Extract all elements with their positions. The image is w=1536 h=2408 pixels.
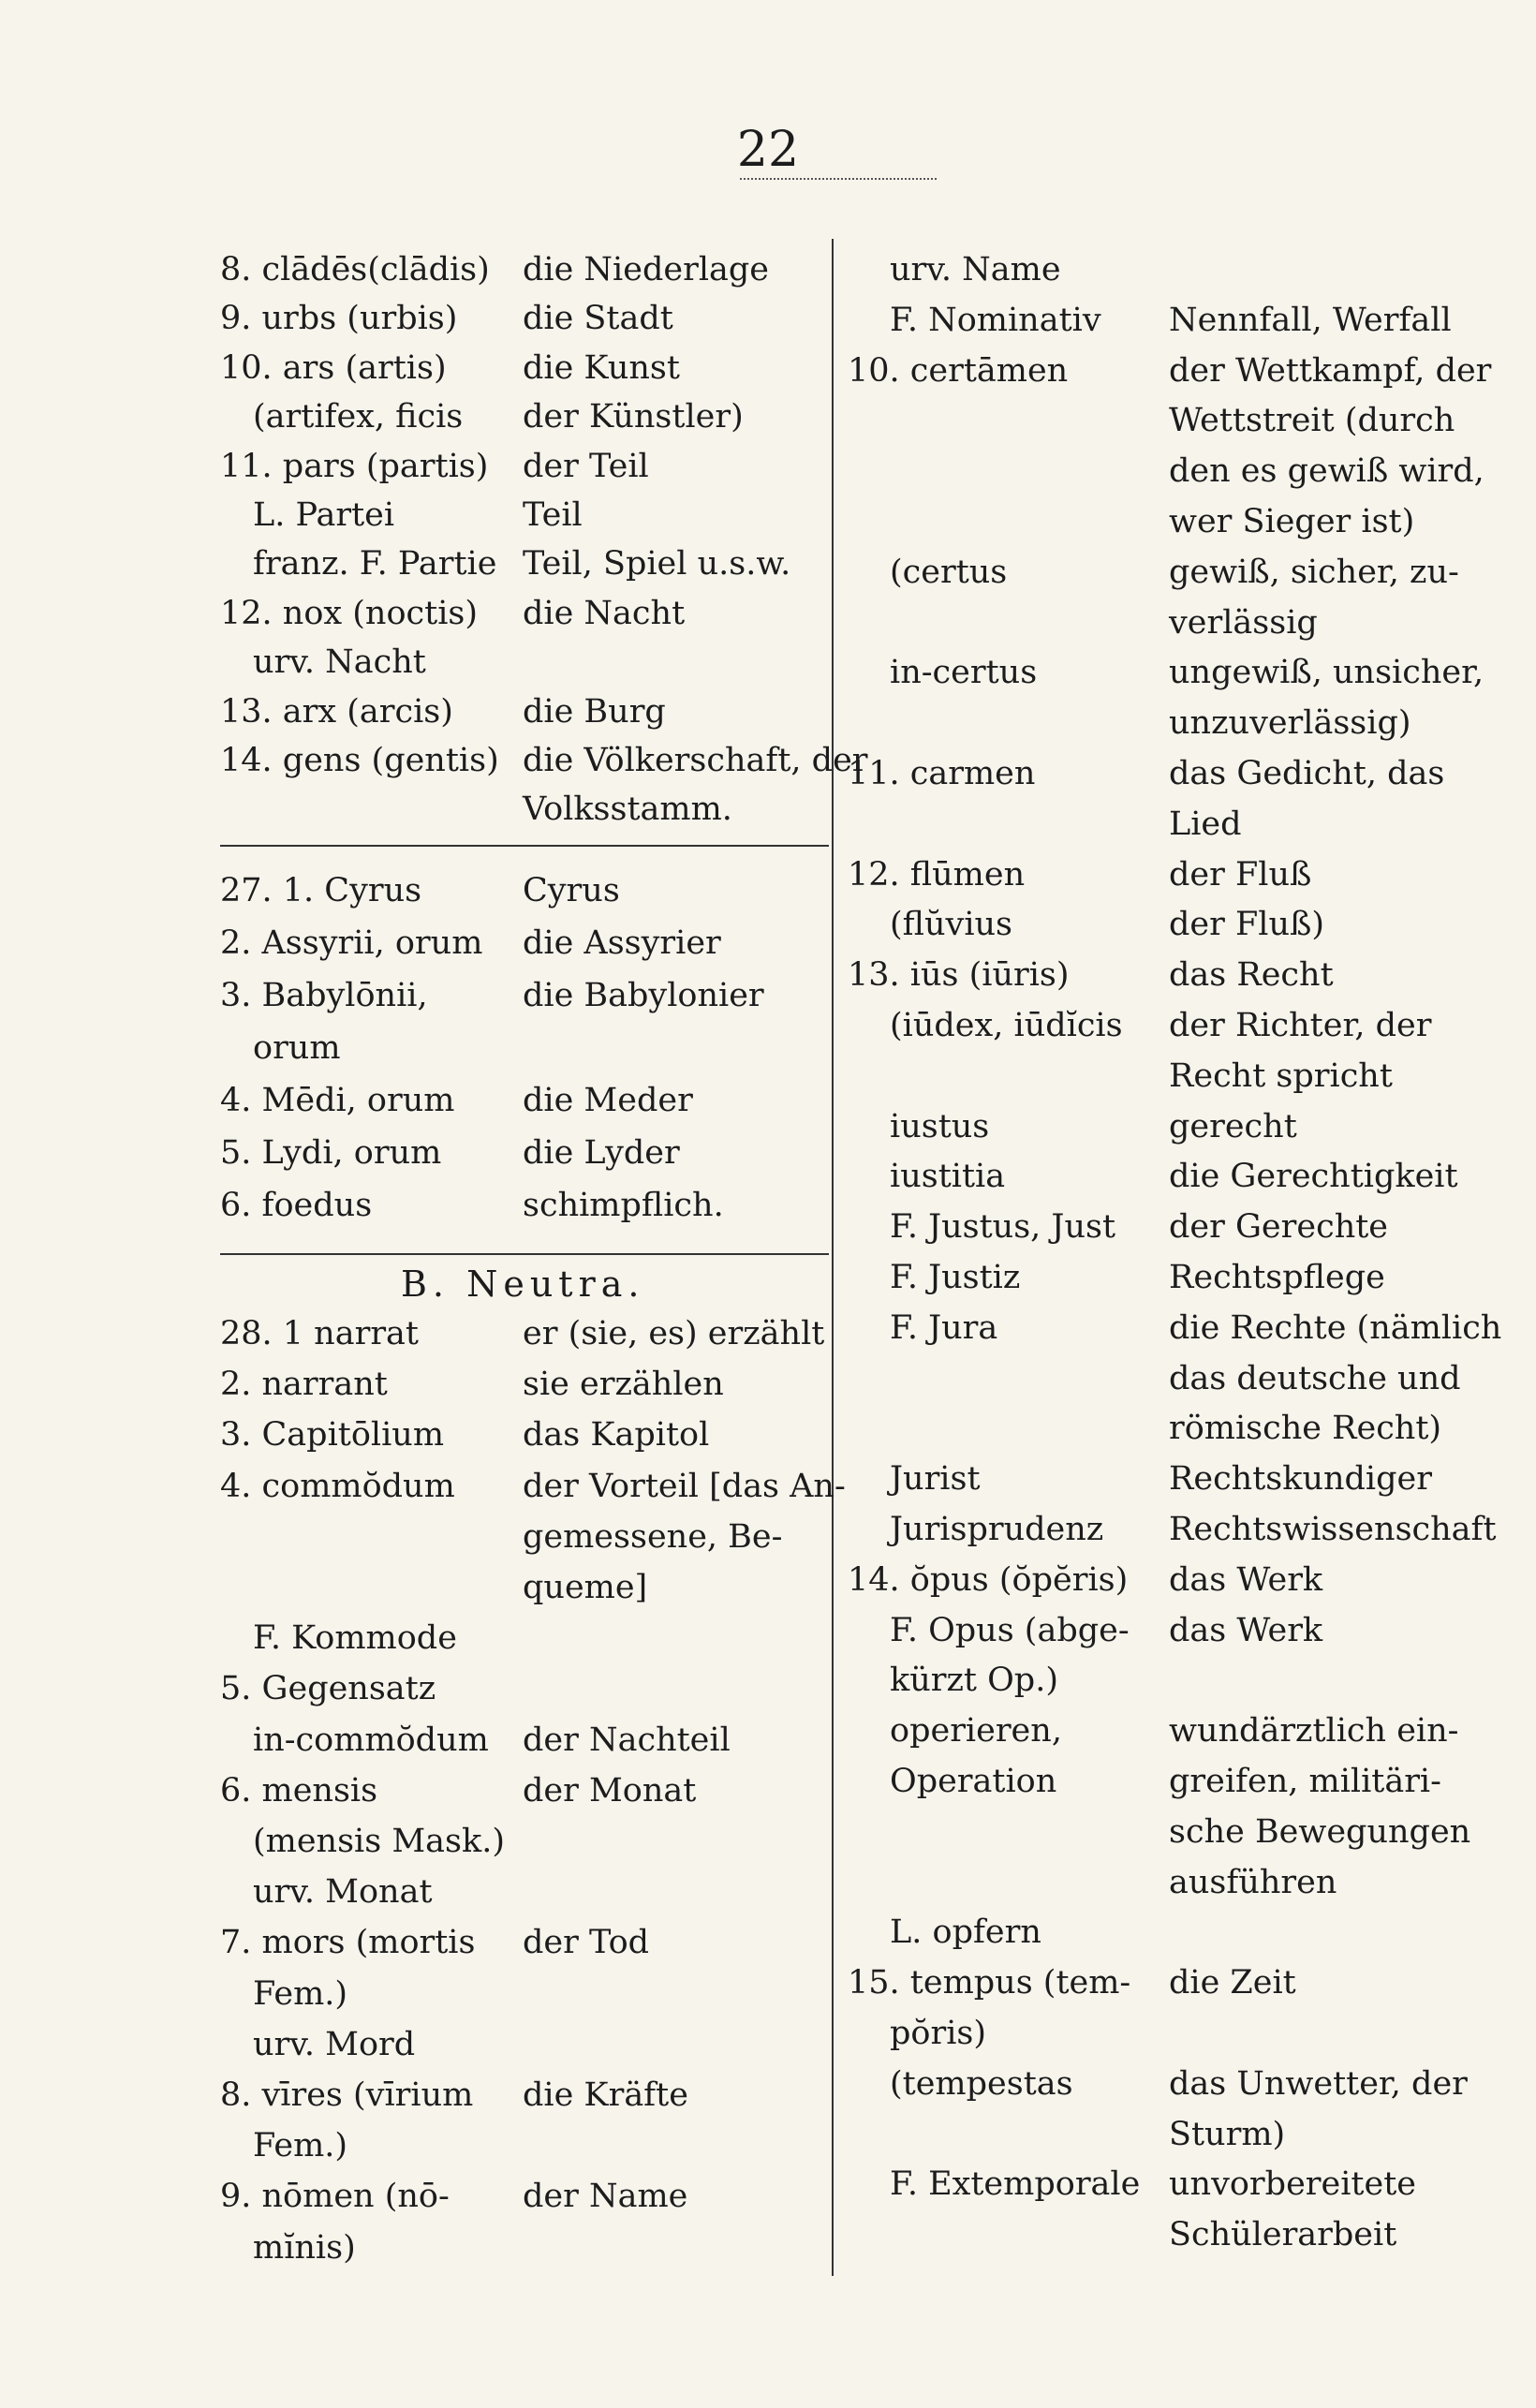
german-gloss: das Gedicht, das — [1169, 755, 1445, 792]
german-gloss: der Gerechte — [1169, 1208, 1389, 1247]
latin-term: kürzt Op.) — [890, 1662, 1058, 1700]
latin-term: (iūdex, iūdĭcis — [890, 1007, 1123, 1044]
latin-term: F. Nominativ — [890, 301, 1101, 339]
latin-term: in-commŏdum — [253, 1721, 489, 1759]
german-gloss: die Völkerschaft, der — [523, 742, 868, 779]
latin-term: 7. mors (mortis — [220, 1924, 476, 1962]
german-gloss: Cyrus — [523, 872, 620, 909]
german-gloss: römische Recht) — [1169, 1410, 1442, 1448]
latin-term: 14. gens (gentis) — [220, 742, 499, 779]
german-gloss: die Zeit — [1169, 1964, 1296, 2002]
german-gloss: das Werk — [1169, 1611, 1323, 1649]
latin-term: (certus — [890, 553, 1008, 591]
latin-term: 15. tempus (tem- — [848, 1964, 1131, 2002]
latin-term: franz. F. Partie — [253, 545, 497, 584]
german-gloss: die Niederlage — [523, 251, 769, 288]
latin-term: 13. iūs (iūris) — [848, 956, 1070, 995]
german-gloss: Schülerarbeit — [1169, 2216, 1397, 2254]
german-gloss: die Meder — [523, 1082, 693, 1119]
latin-term: mĭnis) — [253, 2228, 356, 2267]
latin-term: pŏris) — [890, 2015, 987, 2052]
german-gloss: gemessene, Be- — [523, 1517, 783, 1556]
neutra-heading: B. Neutra. — [401, 1263, 645, 1305]
german-gloss: der Richter, der — [1169, 1007, 1432, 1044]
german-gloss: die Kräfte — [523, 2076, 688, 2114]
latin-term: 5. Lydi, orum — [220, 1134, 442, 1172]
latin-term: F. Jura — [890, 1308, 998, 1347]
german-gloss: sche Bewegungen — [1169, 1812, 1471, 1851]
german-gloss: Teil — [523, 496, 583, 534]
latin-term: Operation — [890, 1763, 1057, 1800]
latin-term: 3. Capitōlium — [220, 1416, 445, 1455]
german-gloss: Sturm) — [1169, 2115, 1286, 2153]
german-gloss: schimpflich. — [523, 1187, 724, 1224]
latin-term: (mensis Mask.) — [253, 1823, 505, 1860]
german-gloss: er (sie, es) erzählt — [523, 1315, 825, 1352]
german-gloss: den es gewiß wird, — [1169, 452, 1484, 491]
german-gloss: der Tod — [523, 1924, 650, 1962]
german-gloss: Nennfall, Werfall — [1169, 301, 1452, 339]
german-gloss: unzuverlässig) — [1169, 704, 1411, 743]
german-gloss: unvorbereitete — [1169, 2165, 1416, 2204]
latin-term: (tempestas — [890, 2064, 1073, 2103]
german-gloss: sie erzählen — [523, 1366, 724, 1404]
latin-term: Fem.) — [253, 2127, 348, 2165]
latin-term: F. Justiz — [890, 1259, 1021, 1296]
german-gloss: ausführen — [1169, 1863, 1337, 1901]
german-gloss: das deutsche und — [1169, 1359, 1461, 1397]
german-gloss: gerecht — [1169, 1107, 1297, 1145]
latin-term: Jurisprudenz — [890, 1511, 1104, 1548]
german-gloss: das Kapitol — [523, 1416, 710, 1455]
german-gloss: Lied — [1169, 805, 1242, 843]
latin-term: L. opfern — [890, 1913, 1041, 1952]
german-gloss: queme] — [523, 1569, 648, 1606]
latin-term: iustitia — [890, 1158, 1006, 1196]
german-gloss: Rechtskundiger — [1169, 1460, 1432, 1499]
latin-term: urv. Name — [890, 251, 1061, 288]
latin-term: 10. certāmen — [848, 351, 1069, 390]
german-gloss: die Babylonier — [523, 977, 764, 1014]
german-gloss: Rechtswissenschaft — [1169, 1511, 1497, 1548]
latin-term: 2. narrant — [220, 1366, 388, 1404]
german-gloss: der Name — [523, 2178, 688, 2216]
latin-term: operieren, — [890, 1712, 1062, 1751]
german-gloss: der Nachteil — [523, 1721, 731, 1759]
german-gloss: die Stadt — [523, 300, 673, 338]
latin-term: Jurist — [890, 1460, 981, 1499]
german-gloss: Recht spricht — [1169, 1056, 1393, 1095]
german-gloss: der Teil — [523, 447, 649, 485]
latin-term: F. Justus, Just — [890, 1208, 1116, 1247]
latin-term: F. Extemporale — [890, 2165, 1141, 2204]
latin-term: 8. vīres (vīrium — [220, 2076, 474, 2114]
latin-term: 6. foedus — [220, 1187, 373, 1224]
german-gloss: Wettstreit (durch — [1169, 402, 1455, 440]
latin-term: 4. Mēdi, orum — [220, 1082, 455, 1119]
german-gloss: gewiß, sicher, zu- — [1169, 553, 1459, 591]
german-gloss: der Fluß — [1169, 855, 1312, 894]
german-gloss: der Wettkampf, der — [1169, 351, 1492, 390]
latin-term: 14. ŏpus (ŏpĕris) — [848, 1560, 1129, 1599]
latin-term: in-certus — [890, 654, 1038, 692]
latin-term: 11. pars (partis) — [220, 447, 489, 485]
german-gloss: die Burg — [523, 692, 666, 731]
latin-term: orum — [253, 1029, 341, 1067]
page-number: 22 — [736, 122, 800, 178]
latin-term: Fem.) — [253, 1974, 348, 2013]
german-gloss: die Gerechtigkeit — [1169, 1158, 1458, 1196]
latin-term: F. Kommode — [253, 1619, 457, 1658]
neutra-separator — [220, 1253, 829, 1255]
latin-term: 11. carmen — [848, 755, 1036, 792]
german-gloss: die Rechte (nämlich — [1169, 1308, 1502, 1347]
latin-term: 9. urbs (urbis) — [220, 300, 458, 338]
german-gloss: der Monat — [523, 1771, 697, 1810]
latin-term: L. Partei — [253, 496, 395, 534]
latin-term: 2. Assyrii, orum — [220, 924, 483, 962]
german-gloss: greifen, militäri- — [1169, 1763, 1441, 1800]
latin-term: 12. nox (noctis) — [220, 594, 479, 632]
latin-term: 12. flūmen — [848, 855, 1026, 894]
german-gloss: der Fluß) — [1169, 906, 1325, 944]
latin-term: F. Opus (abge- — [890, 1611, 1130, 1649]
german-gloss: das Unwetter, der — [1169, 2064, 1468, 2103]
latin-term: urv. Nacht — [253, 643, 426, 682]
latin-term: 5. Gegensatz — [220, 1670, 436, 1708]
german-gloss: der Vorteil [das An- — [523, 1467, 846, 1505]
latin-term: 3. Babylōnii, — [220, 977, 428, 1014]
german-gloss: das Werk — [1169, 1560, 1323, 1599]
latin-term: 8. clādēs(clādis) — [220, 251, 490, 288]
section-27-separator — [220, 845, 829, 847]
latin-term: 13. arx (arcis) — [220, 692, 453, 731]
german-gloss: Rechtspflege — [1169, 1259, 1385, 1296]
latin-term: (artifex, ficis — [253, 398, 464, 436]
german-gloss: der Künstler) — [523, 398, 744, 436]
german-gloss: die Kunst — [523, 348, 680, 387]
latin-term: urv. Mord — [253, 2025, 416, 2063]
german-gloss: die Nacht — [523, 594, 686, 632]
latin-term: iustus — [890, 1107, 990, 1145]
german-gloss: wer Sieger ist) — [1169, 503, 1415, 540]
german-gloss: Teil, Spiel u.s.w. — [523, 545, 791, 584]
german-gloss: das Recht — [1169, 956, 1334, 995]
latin-term: 4. commŏdum — [220, 1467, 455, 1505]
latin-term: urv. Monat — [253, 1873, 433, 1912]
column-divider — [832, 239, 834, 2276]
german-gloss: die Lyder — [523, 1134, 680, 1172]
latin-term: (flŭvius — [890, 906, 1013, 944]
latin-term: 28. 1 narrat — [220, 1315, 419, 1352]
latin-term: 10. ars (artis) — [220, 348, 447, 387]
german-gloss: verlässig — [1169, 603, 1318, 642]
german-gloss: ungewiß, unsicher, — [1169, 654, 1484, 692]
latin-term: 27. 1. Cyrus — [220, 872, 422, 909]
german-gloss: Volksstamm. — [523, 790, 732, 829]
latin-term: 9. nōmen (nō- — [220, 2178, 450, 2216]
latin-term: 6. mensis — [220, 1771, 378, 1810]
page-number-ornament-rule — [740, 178, 937, 185]
german-gloss: wundärztlich ein- — [1169, 1712, 1459, 1751]
german-gloss: die Assyrier — [523, 924, 721, 962]
